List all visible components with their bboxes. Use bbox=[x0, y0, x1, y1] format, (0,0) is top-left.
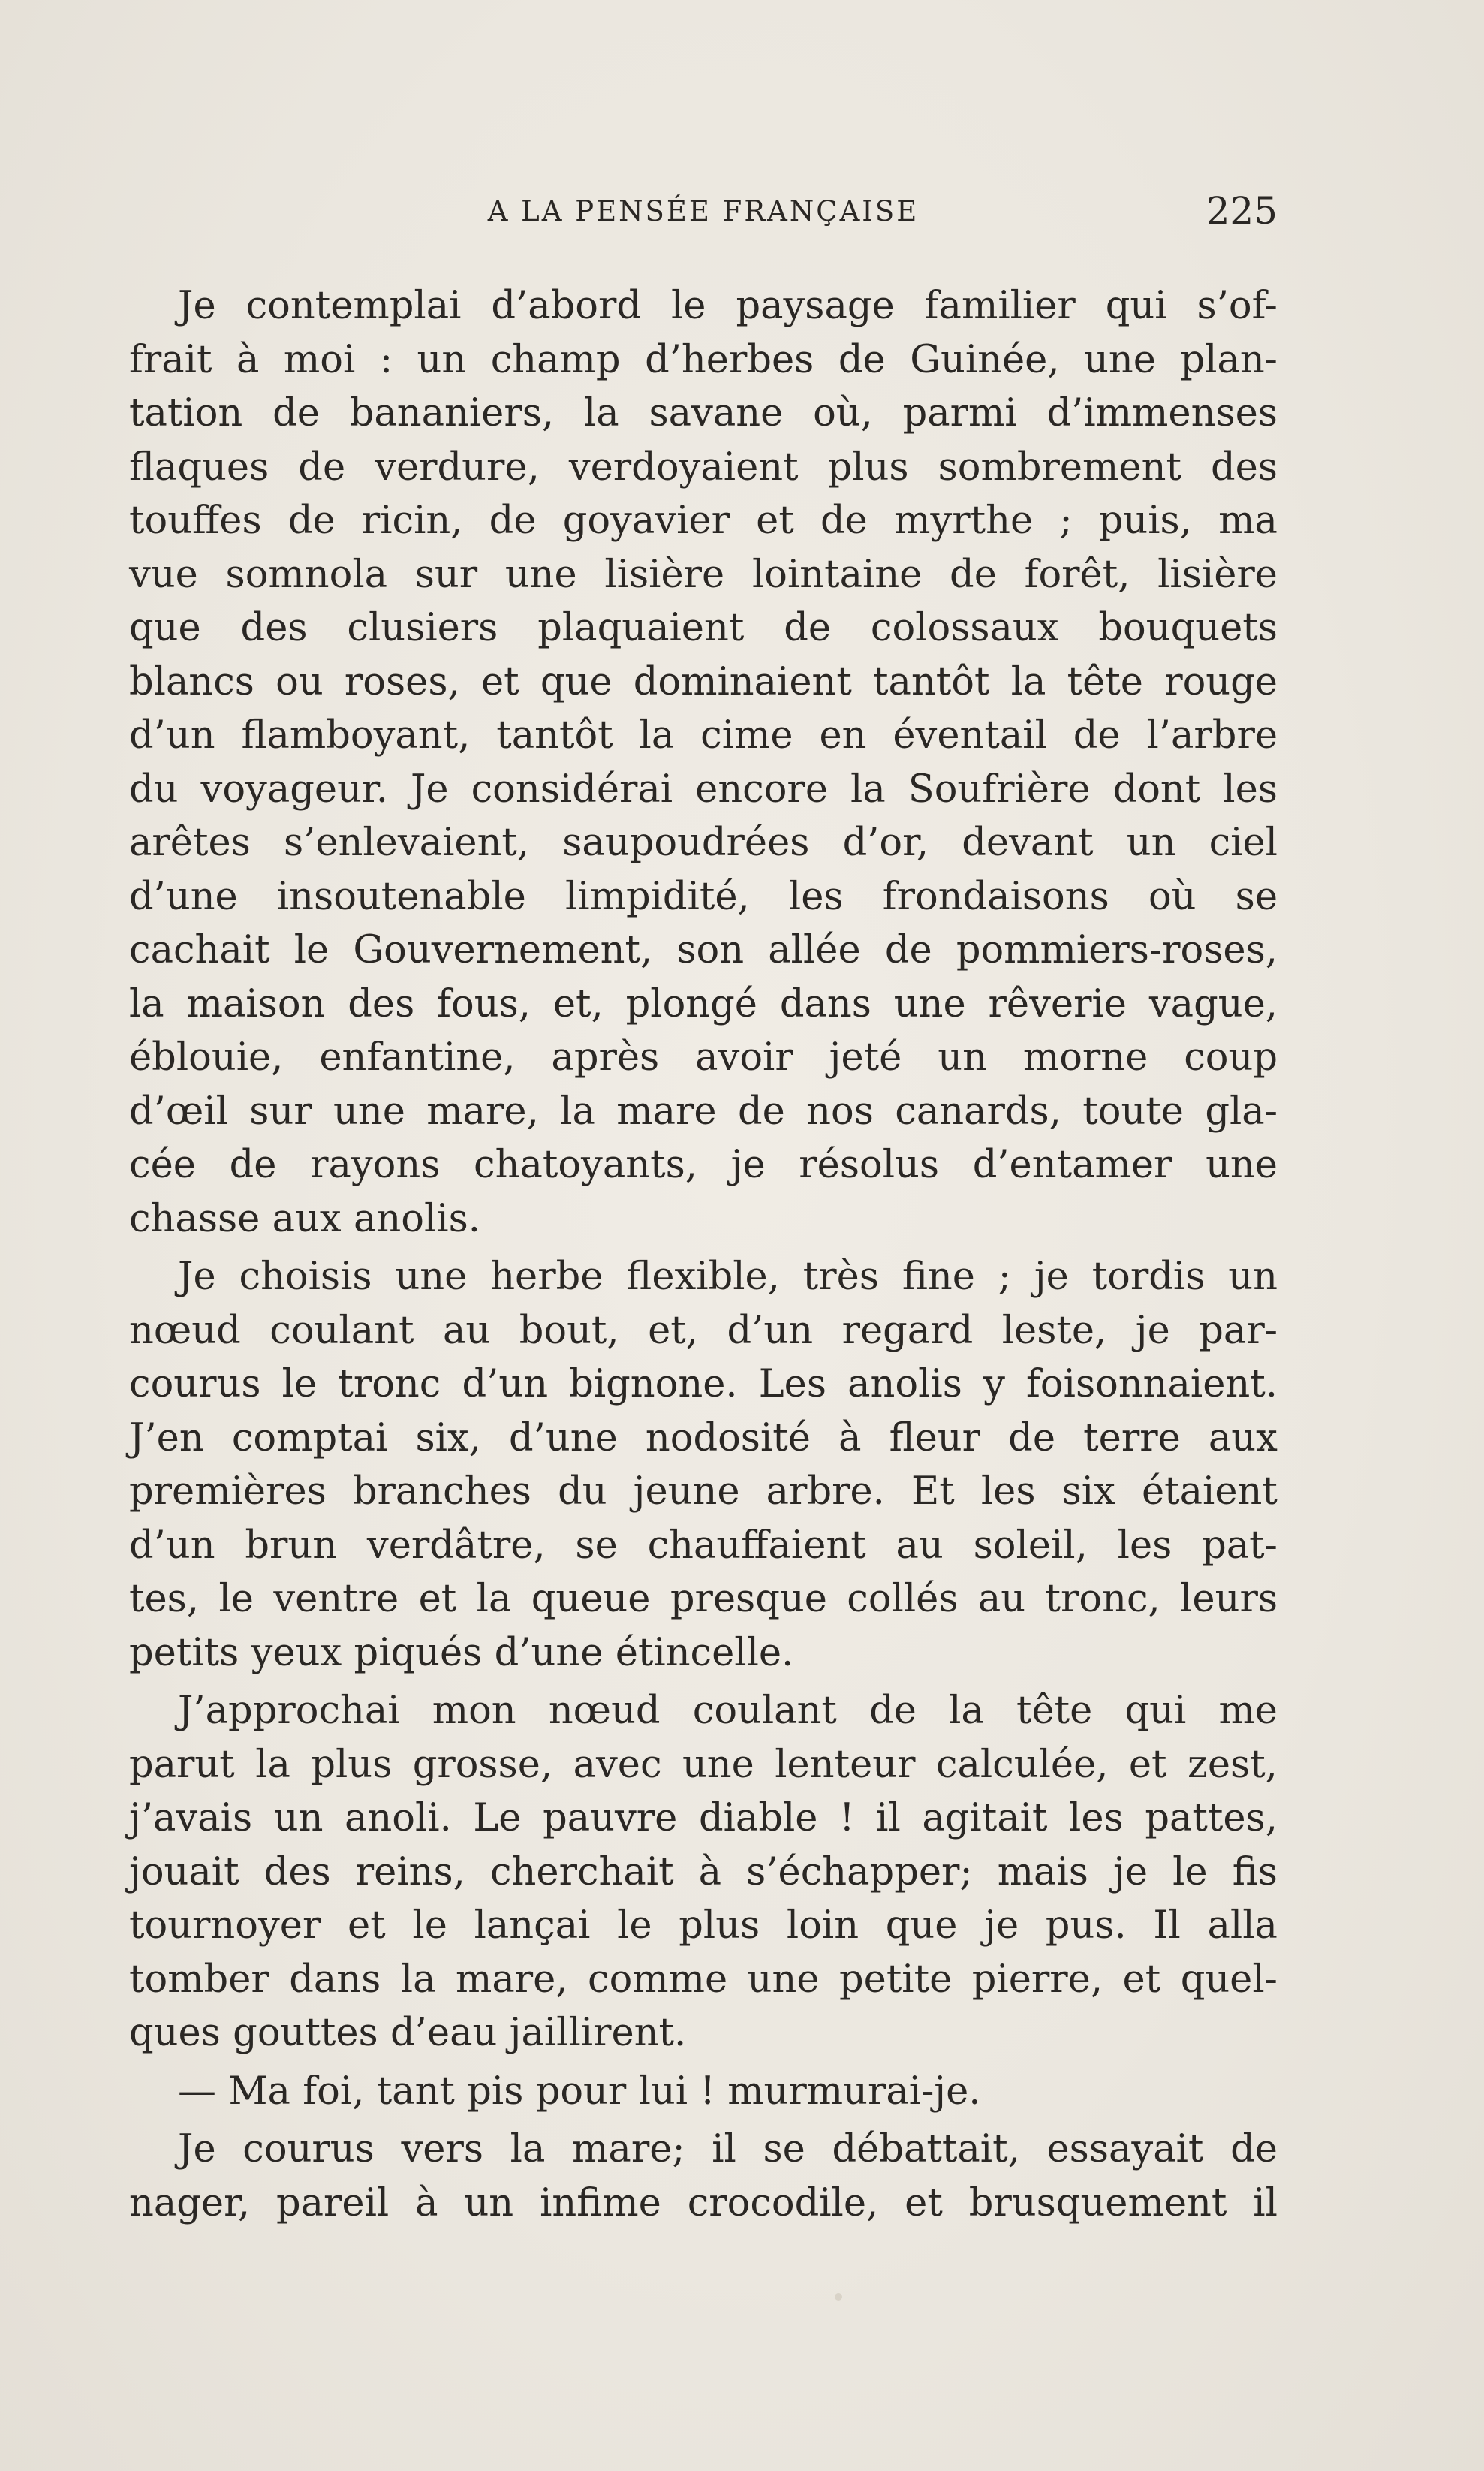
text-line: Je contemplai d’abord le paysage familier qui s’of- bbox=[178, 284, 1278, 328]
paragraph bbox=[129, 279, 1278, 1246]
text-line: flaques de verdure, verdoyaient plus sombrement des bbox=[129, 444, 1278, 490]
text-line: que des clusiers plaquaient de colossaux bouquets bbox=[129, 606, 1278, 650]
text-line: courus le tronc d’un bignone. Les anolis y foisonnaient. bbox=[129, 1362, 1278, 1406]
text-line: Je courus vers la mare; il se débattait, essayait de bbox=[178, 2127, 1278, 2171]
text-line: tation de bananiers, la savane où, parmi d’immenses bbox=[129, 391, 1278, 435]
text-line: d’un flamboyant, tantôt la cime en éventail de l’arbre bbox=[129, 713, 1278, 758]
text-line: Je choisis une herbe flexible, très fine ; je tordis un bbox=[178, 1255, 1278, 1299]
paper-smudge bbox=[835, 2293, 842, 2301]
running-head bbox=[129, 189, 1278, 234]
text-line: tournoyer et le lançai le plus loin que je pus. Il alla bbox=[129, 1903, 1278, 1948]
text-line: nœud coulant au bout, et, d’un regard leste, je par- bbox=[129, 1308, 1278, 1353]
text-line: petits yeux piqués d’une étincelle. bbox=[129, 1630, 794, 1675]
text-line: jouait des reins, cherchait à s’échapper; mais je le fis bbox=[129, 1849, 1278, 1894]
text-line: blancs ou roses, et que dominaient tantôt la tête rouge bbox=[129, 659, 1278, 704]
paragraph bbox=[129, 2065, 1278, 2119]
text-line: j’avais un anoli. Le pauvre diable ! il agitait les pattes, bbox=[129, 1796, 1278, 1840]
text-line: du voyageur. Je considérai encore la Soufrière dont les bbox=[129, 767, 1278, 812]
text-line: tes, le ventre et la queue presque collés au tronc, leurs bbox=[129, 1577, 1278, 1621]
paragraph bbox=[129, 1250, 1278, 1680]
text-line: nager, pareil à un infime crocodile, et brusquement il bbox=[129, 2180, 1278, 2225]
text-line: vue somnola sur une lisière lointaine de forêt, lisière bbox=[129, 552, 1278, 597]
text-line: frait à moi : un champ d’herbes de Guinée, une plan- bbox=[129, 337, 1278, 382]
text-line: d’un brun verdâtre, se chauffaient au soleil, les pat- bbox=[129, 1523, 1278, 1568]
text-line: J’en comptai six, d’une nodosité à fleur de terre aux bbox=[129, 1415, 1278, 1460]
running-title: A LA PENSÉE FRANÇAISE bbox=[487, 195, 920, 228]
text-line: arêtes s’enlevaient, saupoudrées d’or, devant un ciel bbox=[129, 821, 1278, 865]
text-line: ques gouttes d’eau jaillirent. bbox=[129, 2011, 687, 2055]
text-line: la maison des fous, et, plongé dans une rêverie vague, bbox=[129, 981, 1278, 1026]
text-line: d’œil sur une mare, la mare de nos canards, toute gla- bbox=[129, 1089, 1278, 1134]
text-line: tomber dans la mare, comme une petite pierre, et quel- bbox=[129, 1957, 1278, 2002]
text-line: cée de rayons chatoyants, je résolus d’entamer une bbox=[129, 1143, 1278, 1187]
text-line: premières branches du jeune arbre. Et les six étaient bbox=[129, 1469, 1278, 1514]
body-text bbox=[129, 279, 1278, 2230]
text-line: cachait le Gouvernement, son allée de pommiers-roses, bbox=[129, 928, 1278, 972]
text-line: parut la plus grosse, avec une lenteur calculée, et zest, bbox=[129, 1742, 1278, 1787]
text-line: chasse aux anolis. bbox=[129, 1196, 480, 1241]
paragraph bbox=[129, 2123, 1278, 2230]
text-line: — Ma foi, tant pis pour lui ! murmurai-je. bbox=[178, 2069, 981, 2114]
text-line: touffes de ricin, de goyavier et de myrthe ; puis, ma bbox=[129, 499, 1278, 543]
page-number: 225 bbox=[1206, 189, 1278, 233]
paragraph bbox=[129, 1684, 1278, 2060]
text-line: d’une insoutenable limpidité, les frondaisons où se bbox=[129, 874, 1278, 919]
text-line: éblouie, enfantine, après avoir jeté un morne coup bbox=[129, 1035, 1278, 1080]
text-line: J’approchai mon nœud coulant de la tête qui me bbox=[178, 1689, 1278, 1733]
